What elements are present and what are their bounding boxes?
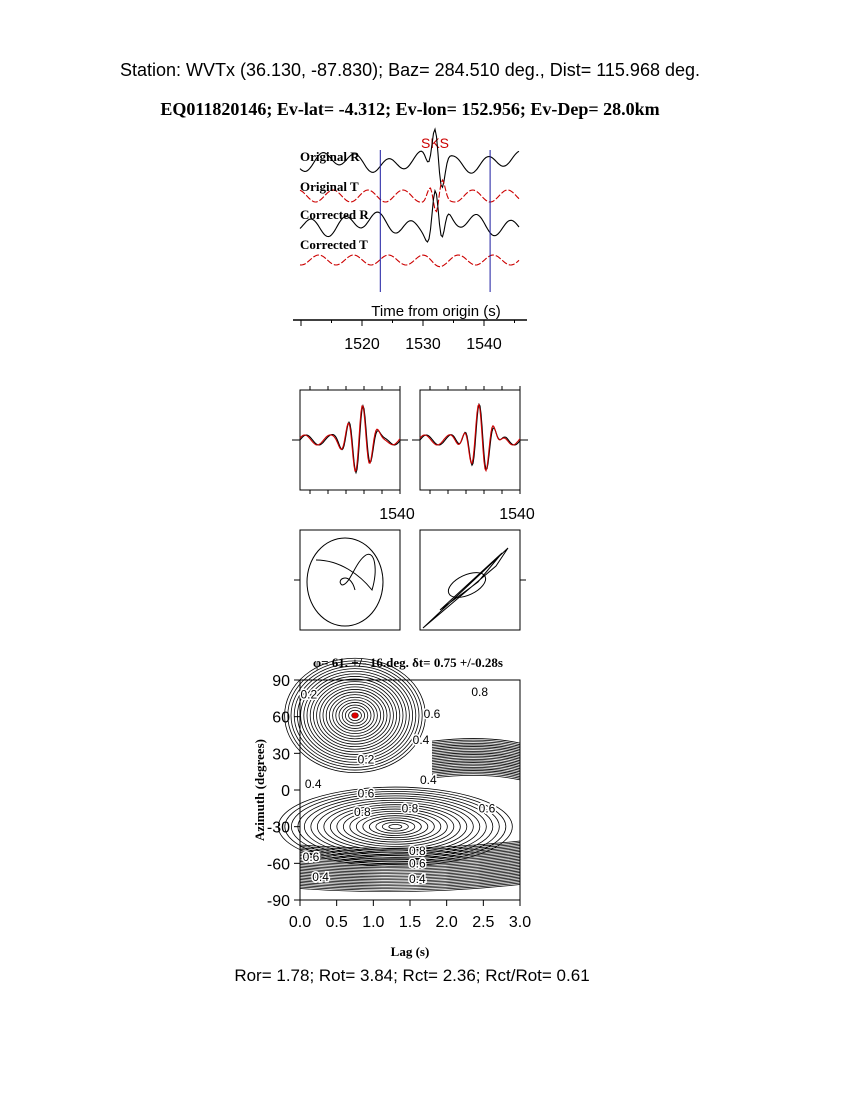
contour-label-9: 0.8 [353, 805, 371, 819]
hodogram-loop [307, 538, 383, 626]
x-tick-label-4: 2.0 [435, 914, 458, 931]
time-tick-label-1530: 1530 [405, 336, 441, 353]
time-tick-label-1540: 1540 [466, 336, 502, 353]
contour-label-1: 0.2 [357, 752, 375, 767]
trace-label-corrected-t: Corrected T [300, 237, 368, 252]
best-fit-dot [352, 712, 358, 718]
grid-search-title: φ= 61. +/- 16.deg. δt= 0.75 +/-0.28s [312, 655, 504, 670]
contour-label-10: 0.8 [401, 801, 419, 816]
contour-label-4: 0.4 [412, 732, 430, 747]
trace-label-corrected-r: Corrected R [300, 207, 369, 222]
contour-label-12: 0.6 [408, 856, 426, 871]
contour-secondary [382, 822, 408, 831]
waveform-trace-4 [300, 255, 519, 267]
x-tick-label-0: 0.0 [288, 914, 312, 931]
time-axis-label: Time from origin (s) [371, 303, 501, 320]
y-tick-label-4: -30 [266, 819, 290, 837]
waveform-panel [293, 129, 527, 353]
contour-label-3: 0.4 [419, 773, 437, 788]
pm-timeseries-corrected [412, 386, 535, 523]
hodogram-linear [423, 548, 508, 628]
trace-label-original-r: Original R [300, 149, 360, 164]
contour-secondary [363, 816, 428, 838]
contour-label-14: 0.6 [302, 850, 320, 865]
x-tick-label-5: 2.5 [472, 914, 495, 931]
hodogram-corrected [420, 530, 526, 630]
y-tick-label-1: 60 [272, 709, 290, 727]
phase-label: SKS [420, 135, 450, 151]
contour-label-11: 0.8 [408, 844, 426, 859]
ts1-tick-label: 1540 [379, 506, 415, 523]
x-tick-label-1: 0.5 [325, 914, 348, 931]
contour-label-6: 0.6 [357, 786, 375, 801]
y-tick-label-2: 30 [272, 746, 290, 764]
contour-label-8: 0.8 [471, 685, 489, 700]
event-header: EQ011820146; Ev-lat= -4.312; Ev-lon= 152.956; Ev-Dep= 28.0km [160, 99, 660, 119]
contour-secondary [317, 800, 473, 853]
trace-label-original-t: Original T [300, 179, 359, 194]
station-header: Station: WVTx (36.130, -87.830); Baz= 284.510 deg., Dist= 115.968 deg. [119, 60, 701, 80]
ts2-tick-label: 1540 [499, 506, 535, 523]
contour-label-5: 0.6 [423, 707, 441, 722]
x-tick-label-2: 1.0 [362, 914, 385, 931]
contour-secondary [324, 802, 467, 850]
hodogram-inner [316, 554, 375, 590]
pm-timeseries-original [292, 386, 415, 523]
contour-label-15: 0.4 [312, 869, 329, 884]
y-tick-label-5: -60 [266, 856, 290, 874]
grid-search-plot [252, 655, 531, 959]
y-axis-label: Azimuth (degrees) [252, 739, 267, 841]
x-axis-label: Lag (s) [390, 944, 430, 959]
contour-secondary [369, 818, 421, 836]
y-tick-label-6: -90 [266, 893, 290, 910]
contour-label-13: 0.4 [408, 872, 426, 887]
contour-secondary [389, 824, 402, 828]
pm-trace-red [420, 405, 520, 471]
ratios-footer: Ror= 1.78; Rot= 3.84; Rct= 2.36; Rct/Rot= 0.61 [234, 966, 590, 985]
contour-label-0: 0.2 [300, 687, 318, 702]
hodogram-original [294, 530, 400, 630]
time-tick-label-1520: 1520 [344, 336, 380, 353]
x-tick-label-3: 1.5 [398, 914, 422, 931]
x-tick-label-6: 3.0 [508, 914, 532, 931]
y-tick-label-0: 90 [272, 673, 290, 690]
y-tick-label-3: 0 [281, 783, 290, 800]
contour-label-7: 0.6 [478, 801, 496, 816]
contour-label-2: 0.4 [304, 776, 322, 791]
